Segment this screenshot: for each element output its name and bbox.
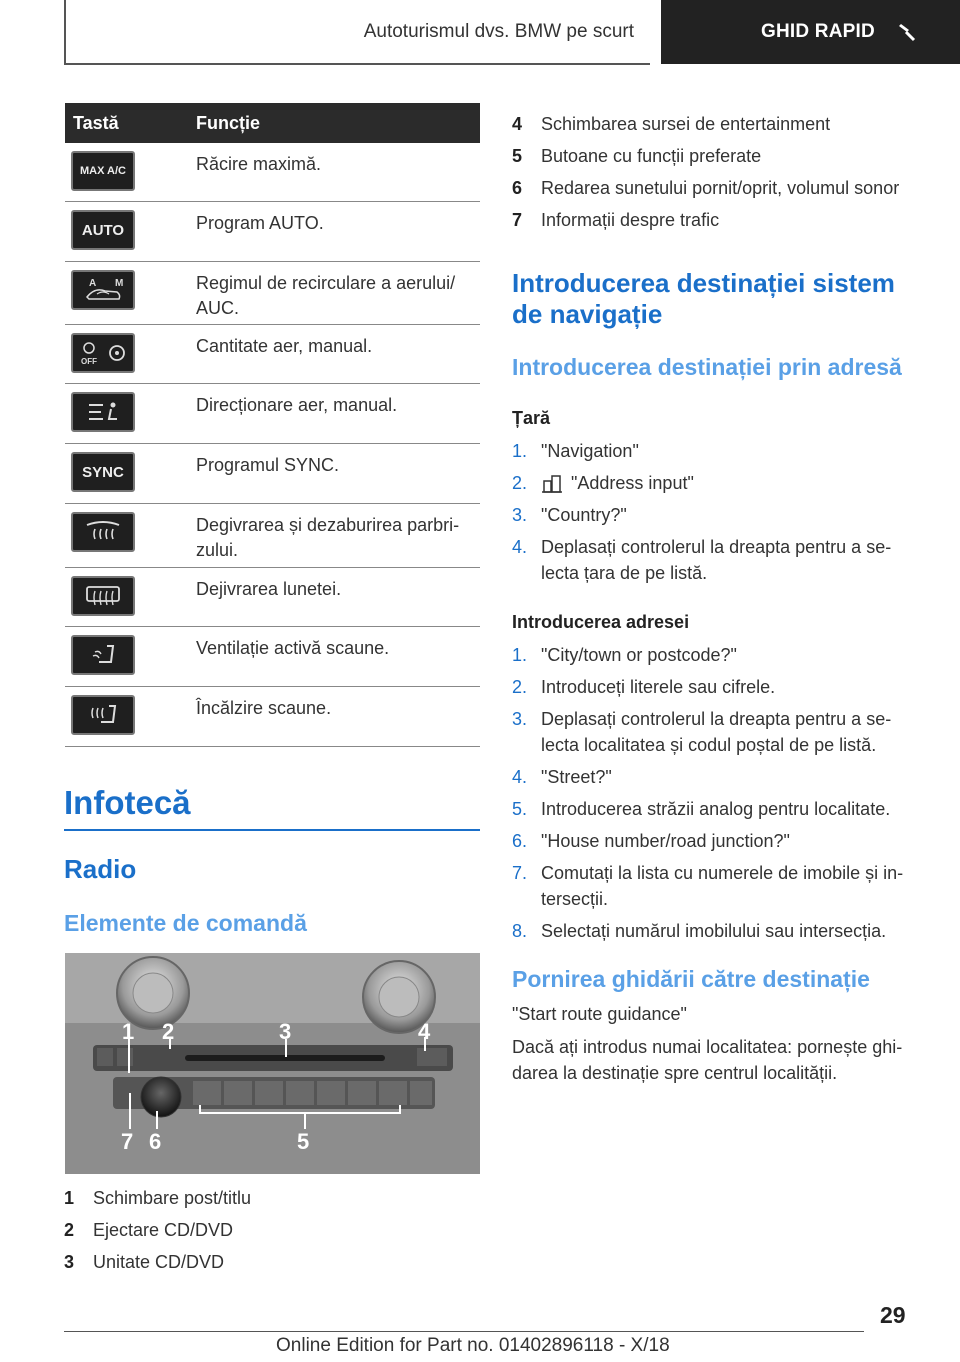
- svg-text:A: A: [89, 278, 97, 289]
- start-command: "Start route guidance": [512, 1004, 687, 1024]
- table-row: [65, 202, 480, 262]
- list-item: 3. Deplasați controlerul la dreapta pentru a se- lecta localitatea și codul poștal de pe listă.: [512, 709, 892, 755]
- row-function: Cantitate aer, manual.: [196, 336, 373, 356]
- col-key-header: Tastă: [73, 112, 119, 133]
- heading-enter-address: Introducerea adresei: [512, 612, 690, 632]
- seat-ventilation-key-icon: [71, 635, 135, 675]
- list-item: 1. "Navigation": [512, 441, 639, 461]
- heading-radio: Radio: [64, 854, 137, 884]
- section-label: GHID RAPID: [761, 21, 875, 42]
- header-title: Autoturismul dvs. BMW pe scurt: [363, 21, 634, 42]
- windshield-defrost-key-icon: [71, 512, 135, 552]
- radio-legend-list-cont: [512, 108, 932, 236]
- seat-heating-key-icon: [71, 695, 135, 735]
- row-function: Direcționare aer, manual.: [196, 395, 398, 415]
- max-ac-key-icon: MAX A/C: [71, 151, 135, 191]
- list-item: 1 Schimbare post/titlu: [64, 1187, 252, 1208]
- list-item: 5. Introducerea străzii analog pentru localitate.: [512, 799, 891, 819]
- table-row: [65, 687, 480, 747]
- radio-controls-photo: [65, 953, 480, 1174]
- callout-3: 3: [279, 1019, 292, 1044]
- col-function-header: Funcție: [196, 112, 261, 133]
- sync-key-icon: SYNC: [71, 452, 135, 492]
- list-item: 2. Introduceți literele sau cifrele.: [512, 677, 776, 697]
- row-function: Răcire maximă.: [196, 154, 322, 174]
- city-address-icon: [541, 470, 571, 496]
- air-direction-key-icon: [71, 392, 135, 432]
- heading-navigation: Introducerea destinației sistem de navigație: [512, 268, 895, 329]
- svg-text:OFF: OFF: [81, 357, 97, 366]
- rear-defrost-key-icon: [71, 576, 135, 616]
- callout-4: 4: [418, 1019, 431, 1044]
- callout-1: 1: [122, 1019, 135, 1044]
- list-item: 4 Schimbarea sursei de entertainment: [512, 113, 831, 134]
- list-item: 3 Unitate CD/DVD: [64, 1251, 225, 1272]
- callout-2: 2: [162, 1019, 175, 1044]
- callout-5: 5: [297, 1129, 310, 1154]
- list-item: 2 Ejectare CD/DVD: [64, 1219, 234, 1240]
- recirculation-key-icon: [71, 270, 135, 310]
- list-item: 8. Selectați numărul imobilului sau intersecția.: [512, 921, 887, 941]
- list-item: 2. "Address input": [512, 470, 932, 496]
- row-function: Încălzire scaune.: [196, 698, 332, 718]
- address-steps: [512, 642, 932, 950]
- section-tab[interactable]: [661, 0, 960, 64]
- list-item: 7. Comutați la lista cu numerele de imobile și in- tersecții.: [512, 863, 904, 909]
- row-function: Degivrarea și dezaburirea parbri- zului.: [196, 515, 460, 560]
- row-function: Programul SYNC.: [196, 455, 340, 475]
- fan-key-icon: [71, 333, 135, 373]
- heading-start-guidance: Pornirea ghidării către destinație: [512, 966, 870, 992]
- table-row: [65, 504, 480, 568]
- callout-7: 7: [121, 1129, 134, 1154]
- country-steps: [512, 438, 932, 592]
- list-item: 5 Butoane cu funcții preferate: [512, 145, 762, 166]
- table-row: [65, 384, 480, 444]
- callout-6: 6: [149, 1129, 162, 1154]
- climate-keys-table: [65, 103, 480, 747]
- table-row: [65, 568, 480, 627]
- hammer-icon: [895, 21, 917, 43]
- list-item: 6 Redarea sunetului pornit/oprit, volumul sonor: [512, 177, 900, 198]
- table-header: [65, 103, 480, 143]
- row-function: Program AUTO.: [196, 213, 324, 233]
- auto-key-icon: AUTO: [71, 210, 135, 250]
- row-function: Regimul de recirculare a aerului/ AUC.: [196, 273, 456, 318]
- heading-infotainment: Infotecă: [64, 784, 480, 831]
- table-row: [65, 627, 480, 687]
- footer-divider: [64, 1331, 864, 1332]
- list-item: 7 Informații despre trafic: [512, 209, 720, 230]
- heading-controls: Elemente de comandă: [64, 910, 307, 936]
- list-item: 4. "Street?": [512, 767, 612, 787]
- row-function: Dejivrarea lunetei.: [196, 579, 342, 599]
- table-row: [65, 325, 480, 384]
- start-explanation: Dacă ați introdus numai localitatea: pornește ghi- darea la destinație spre centrul localității.: [512, 1037, 903, 1083]
- list-item: 6. "House number/road junction?": [512, 831, 790, 851]
- table-row: [65, 143, 480, 202]
- table-row: [65, 262, 480, 325]
- svg-text:M: M: [115, 278, 124, 289]
- page-number: 29: [880, 1302, 906, 1328]
- footer-edition: Online Edition for Part no. 01402896118 - X/18: [276, 1335, 670, 1356]
- heading-country: Țară: [512, 408, 551, 428]
- list-item: 1. "City/town or postcode?": [512, 645, 737, 665]
- table-row: [65, 444, 480, 504]
- radio-legend-list: [64, 1182, 484, 1278]
- row-function: Ventilație activă scaune.: [196, 638, 390, 658]
- list-item: 4. Deplasați controlerul la dreapta pentru a se- lecta țara de pe listă.: [512, 537, 892, 583]
- list-item: 3. "Country?": [512, 505, 627, 525]
- heading-address-entry: Introducerea destinației prin adresă: [512, 354, 902, 380]
